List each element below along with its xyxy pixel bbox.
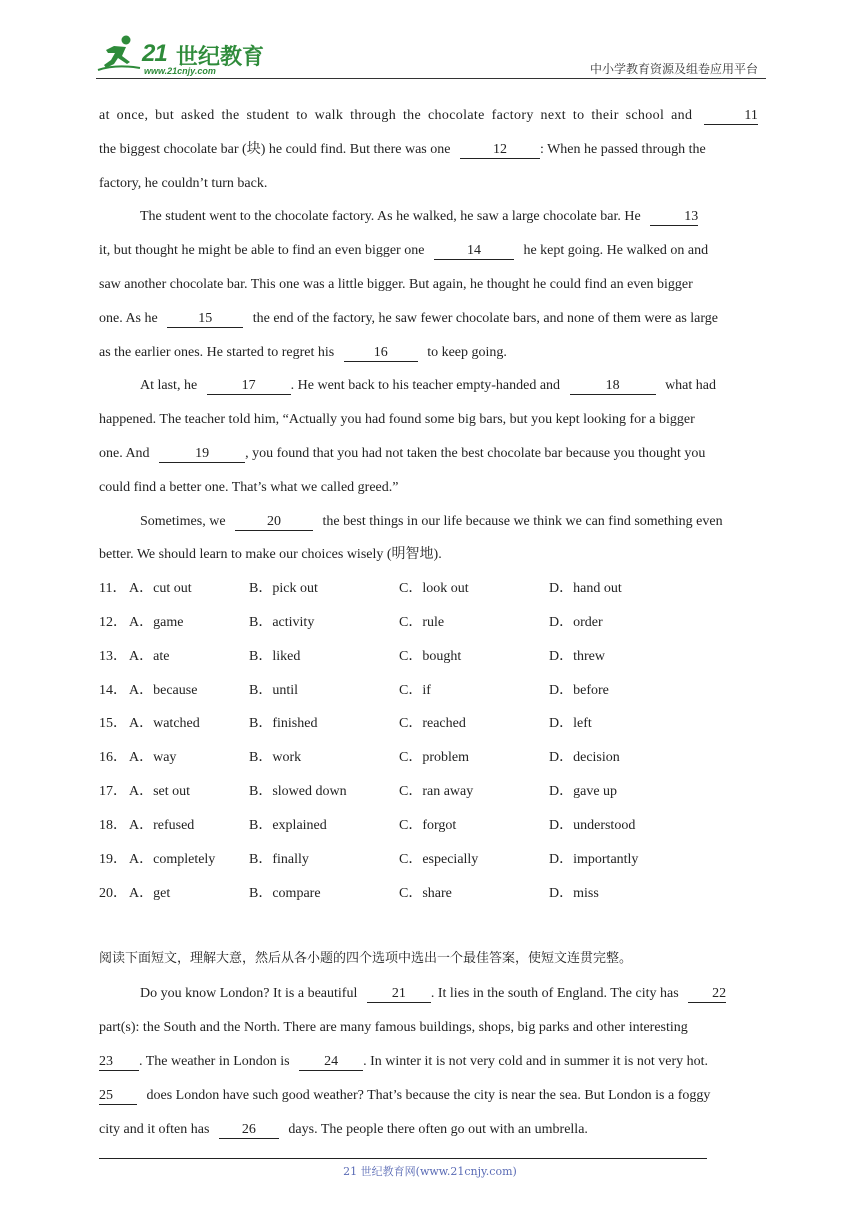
passage-text: factory, he couldn’t turn back. bbox=[99, 176, 268, 191]
passage-line bbox=[99, 369, 763, 403]
passage-text: the end of the factory, he saw fewer chocolate bars, and none of them were as large bbox=[252, 311, 719, 326]
logo-url: www.21cnjy.com bbox=[144, 66, 216, 76]
option-d: D．threw bbox=[549, 648, 605, 664]
passage-text: the best things in our life because we think we can find something even bbox=[322, 514, 723, 529]
option-d: D．importantly bbox=[549, 851, 639, 867]
passage-text: at once, but asked the student to walk through the chocolate factory next to their school and bbox=[99, 108, 693, 123]
question-number: 17． bbox=[99, 784, 127, 800]
passage-text: . In winter it is not very cold and in summer it is not very hot. bbox=[363, 1054, 709, 1069]
option-c: C．especially bbox=[399, 851, 479, 867]
passage-text: . It lies in the south of England. The city has bbox=[430, 986, 679, 1001]
logo-text: 世纪教育 bbox=[176, 44, 265, 69]
passage-text: better. We should learn to make our choices wisely (明智地). bbox=[99, 547, 442, 562]
question-row bbox=[99, 843, 763, 877]
passage-line bbox=[99, 538, 763, 572]
option-a: A．watched bbox=[129, 716, 200, 732]
blank-22: 22 bbox=[688, 986, 726, 1003]
page-footer: 21 世纪教育网(www.21cnjy.com) bbox=[343, 1165, 517, 1178]
passage-line bbox=[99, 302, 763, 336]
logo-number: 21 bbox=[142, 40, 167, 67]
option-c: C．problem bbox=[399, 750, 469, 766]
option-c: C．rule bbox=[399, 614, 445, 630]
option-c: C．if bbox=[399, 682, 431, 698]
blank-13: 13 bbox=[650, 209, 698, 226]
passage-text: At last, he bbox=[140, 378, 198, 393]
blank-18: 18 bbox=[570, 378, 656, 395]
passage-text: he kept going. He walked on and bbox=[523, 243, 709, 258]
option-d: D．gave up bbox=[549, 784, 618, 800]
option-a: A．because bbox=[129, 682, 198, 698]
question-row bbox=[99, 640, 763, 674]
option-d: D．left bbox=[549, 716, 592, 732]
option-d: D．understood bbox=[549, 817, 636, 833]
option-b: B．explained bbox=[249, 817, 327, 833]
passage-text: what had bbox=[665, 378, 716, 393]
blank-11: 11 bbox=[704, 108, 758, 125]
option-b: B．until bbox=[249, 682, 299, 698]
passage-text: , you found that you had not taken the best chocolate bar because you thought you bbox=[245, 446, 706, 461]
blank-20: 20 bbox=[235, 514, 313, 531]
question-number: 11． bbox=[99, 581, 127, 596]
question-number: 13． bbox=[99, 648, 127, 664]
passage-line bbox=[99, 1113, 763, 1147]
blank-19: 19 bbox=[159, 446, 245, 463]
blank-23: 23 bbox=[99, 1054, 139, 1071]
option-b: B．finished bbox=[249, 716, 318, 732]
option-c: C．forgot bbox=[399, 817, 457, 833]
blank-12: 12 bbox=[460, 142, 540, 159]
passage-text: . He went back to his teacher empty-handed and bbox=[290, 378, 561, 393]
blank-16: 16 bbox=[344, 345, 418, 362]
blank-15: 15 bbox=[167, 311, 243, 328]
runner-icon bbox=[96, 34, 142, 74]
question-row bbox=[99, 809, 763, 843]
option-d: D．order bbox=[549, 614, 603, 630]
option-a: A．completely bbox=[129, 851, 216, 867]
footer-divider bbox=[99, 1158, 707, 1159]
passage-line bbox=[99, 505, 763, 539]
passage-line bbox=[99, 167, 763, 201]
question-row bbox=[99, 877, 763, 911]
passage-line bbox=[99, 437, 763, 471]
passage-line bbox=[99, 99, 763, 133]
passage-line bbox=[99, 234, 763, 268]
option-b: B．slowed down bbox=[249, 784, 347, 800]
option-d: D．before bbox=[549, 682, 609, 698]
passage-line bbox=[99, 1079, 763, 1113]
question-number: 14． bbox=[99, 682, 127, 698]
option-a: A．get bbox=[129, 885, 171, 901]
question-number: 20． bbox=[99, 885, 127, 901]
option-a: A．way bbox=[129, 750, 177, 766]
passage-line bbox=[99, 200, 763, 234]
passage-line bbox=[99, 471, 763, 505]
option-c: C．ran away bbox=[399, 784, 474, 800]
passage-line bbox=[99, 1045, 763, 1079]
site-logo bbox=[96, 34, 266, 74]
blank-17: 17 bbox=[207, 378, 291, 395]
option-b: B．liked bbox=[249, 648, 301, 664]
question-number: 19． bbox=[99, 851, 127, 867]
passage-text: happened. The teacher told him, “Actually you had found some big bars, but you kept looking for a bigger bbox=[99, 412, 695, 427]
option-c: C．look out bbox=[399, 581, 469, 596]
question-row bbox=[99, 606, 763, 640]
question-number: 18． bbox=[99, 817, 127, 833]
question-row bbox=[99, 572, 763, 606]
header-slogan: 中小学教育资源及组卷应用平台 bbox=[589, 62, 758, 76]
question-number: 16． bbox=[99, 750, 127, 766]
passage-text: days. The people there often go out with an umbrella. bbox=[288, 1122, 588, 1137]
passage-line bbox=[99, 1011, 763, 1045]
option-b: B．activity bbox=[249, 614, 315, 630]
blank-26: 26 bbox=[219, 1122, 279, 1139]
passage-text: it, but thought he might be able to find an even bigger one bbox=[99, 243, 425, 258]
passage-text: as the earlier ones. He started to regret his bbox=[99, 345, 335, 360]
option-b: B．compare bbox=[249, 885, 321, 901]
question-number: 12． bbox=[99, 614, 127, 630]
option-c: C．reached bbox=[399, 716, 466, 732]
page-header bbox=[96, 30, 766, 79]
passage-text: to keep going. bbox=[427, 345, 507, 360]
passage-text: one. As he bbox=[99, 311, 158, 326]
question-row bbox=[99, 674, 763, 708]
passage-line bbox=[99, 336, 763, 370]
passage-text: saw another chocolate bar. This one was a little bigger. But again, he thought he could find an even bigger bbox=[99, 277, 693, 292]
blank-14: 14 bbox=[434, 243, 514, 260]
section-instruction: 阅读下面短文，理解大意，然后从各小题的四个选项中选出一个最佳答案，使短文连贯完整。 bbox=[99, 951, 633, 966]
option-a: A．cut out bbox=[129, 581, 192, 596]
question-row bbox=[99, 741, 763, 775]
option-b: B．finally bbox=[249, 851, 309, 867]
blank-24: 24 bbox=[299, 1054, 363, 1071]
passage-text: could find a better one. That’s what we called greed.” bbox=[99, 480, 399, 495]
passage-text: The student went to the chocolate factory. As he walked, he saw a large chocolate bar. He bbox=[140, 209, 641, 224]
passage-text: : When he passed through the bbox=[539, 142, 706, 157]
option-d: D．hand out bbox=[549, 581, 622, 596]
question-row bbox=[99, 775, 763, 809]
passage-line bbox=[99, 133, 763, 167]
option-a: A．ate bbox=[129, 648, 170, 664]
option-c: C．share bbox=[399, 885, 452, 901]
passage-text: Sometimes, we bbox=[140, 514, 226, 529]
option-a: A．set out bbox=[129, 784, 191, 800]
option-a: A．game bbox=[129, 614, 184, 630]
passage-text: city and it often has bbox=[99, 1122, 210, 1137]
passage-line bbox=[99, 977, 763, 1011]
question-number: 15． bbox=[99, 716, 127, 732]
passage-text: one. And bbox=[99, 446, 150, 461]
option-a: A．refused bbox=[129, 817, 195, 833]
blank-25: 25 bbox=[99, 1088, 137, 1105]
option-b: B．pick out bbox=[249, 581, 318, 596]
passage-text: does London have such good weather? That’s because the city is near the sea. But London is a foggy bbox=[146, 1088, 711, 1103]
passage-line bbox=[99, 403, 763, 437]
passage-text: part(s): the South and the North. There are many famous buildings, shops, big parks and other interesting bbox=[99, 1020, 688, 1035]
option-d: D．miss bbox=[549, 885, 599, 901]
passage-line bbox=[99, 268, 763, 302]
question-row bbox=[99, 707, 763, 741]
passage-text: Do you know London? It is a beautiful bbox=[140, 986, 358, 1001]
passage-text: the biggest chocolate bar (块) he could find. But there was one bbox=[99, 142, 451, 157]
option-b: B．work bbox=[249, 750, 302, 766]
option-d: D．decision bbox=[549, 750, 620, 766]
option-c: C．bought bbox=[399, 648, 462, 664]
blank-21: 21 bbox=[367, 986, 431, 1003]
passage-text: . The weather in London is bbox=[139, 1054, 290, 1069]
question-options bbox=[99, 572, 763, 910]
